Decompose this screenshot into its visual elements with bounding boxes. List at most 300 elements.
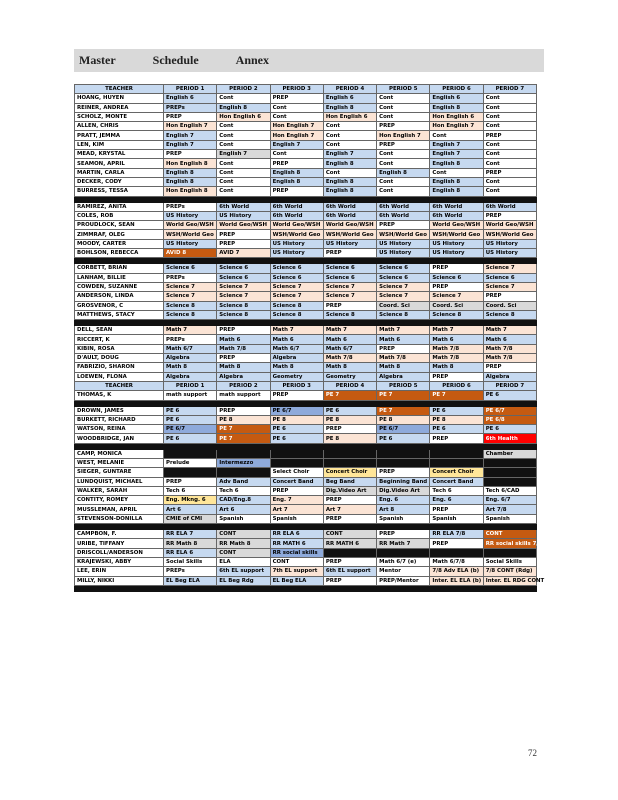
table-row xyxy=(75,94,537,103)
teacher-name-cell: KRAJEWSKI, ABBY xyxy=(75,557,164,566)
period-cell: Math 6/7 xyxy=(164,344,217,353)
period-cell: Inter. EL ELA (b) xyxy=(430,576,483,585)
table-row xyxy=(75,486,537,495)
separator-cell xyxy=(483,585,536,591)
period-cell: PREP xyxy=(270,486,323,495)
period-cell: English 8 xyxy=(377,168,430,177)
period-cell: RR ELA 7/8 xyxy=(430,530,483,539)
period-cell: English 7 xyxy=(430,150,483,159)
period-cell: Cont xyxy=(270,150,323,159)
column-header: PERIOD 1 xyxy=(164,85,217,94)
table-row xyxy=(75,202,537,211)
teacher-name-cell: THOMAS, K xyxy=(75,391,164,400)
period-cell: PREP xyxy=(270,159,323,168)
period-cell: Math 7/8 xyxy=(377,354,430,363)
period-cell: PREP xyxy=(164,477,217,486)
teacher-name-cell: FABRIZIO, SHARON xyxy=(75,363,164,372)
separator-cell xyxy=(164,585,217,591)
period-cell: Hon English 8 xyxy=(164,159,217,168)
period-cell: US History xyxy=(377,249,430,258)
period-cell: Science 7 xyxy=(483,264,536,273)
period-cell: Tech 6 xyxy=(430,486,483,495)
period-cell: Inter. EL RDG CONT xyxy=(483,576,536,585)
period-cell: 6th World xyxy=(483,202,536,211)
table-row xyxy=(75,159,537,168)
period-cell: Coord. Sci xyxy=(483,301,536,310)
period-cell: PE 6 xyxy=(164,406,217,415)
period-cell: Science 7 xyxy=(270,292,323,301)
period-cell: AVID 8 xyxy=(164,249,217,258)
teacher-name-cell: SCHOLZ, MONTE xyxy=(75,112,164,121)
period-cell: English 8 xyxy=(217,103,270,112)
period-cell xyxy=(164,468,217,477)
teacher-name-cell: PRATT, JEMMA xyxy=(75,131,164,140)
period-cell: Science 8 xyxy=(164,310,217,319)
teacher-name-cell: PROUDLOCK, SEAN xyxy=(75,221,164,230)
period-cell: 6th World xyxy=(270,211,323,220)
period-cell: Cont xyxy=(377,94,430,103)
column-header: PERIOD 2 xyxy=(217,85,270,94)
period-cell: English 7 xyxy=(217,150,270,159)
period-cell: PREP xyxy=(430,539,483,548)
period-cell: Spanish xyxy=(270,514,323,523)
period-cell: CONT xyxy=(323,530,376,539)
table-row xyxy=(75,140,537,149)
period-cell: 7/8 Adv ELA (b) xyxy=(430,567,483,576)
period-cell: Algebra xyxy=(217,372,270,381)
period-cell: English 7 xyxy=(430,140,483,149)
period-cell: PREP xyxy=(217,230,270,239)
period-cell: Eng. 6 xyxy=(430,496,483,505)
period-cell: PREP xyxy=(217,326,270,335)
period-cell: English 8 xyxy=(270,177,323,186)
table-row xyxy=(75,576,537,585)
teacher-name-cell: LOEWEN, FLONA xyxy=(75,372,164,381)
period-cell: Science 8 xyxy=(430,310,483,319)
period-cell: 6th World xyxy=(270,202,323,211)
period-cell: PE 8 xyxy=(270,415,323,424)
period-cell: Cont xyxy=(270,112,323,121)
period-cell: Math 7/8 xyxy=(483,354,536,363)
teacher-name-cell: RICCERT, K xyxy=(75,335,164,344)
table-row xyxy=(75,187,537,196)
period-cell: Science 8 xyxy=(323,310,376,319)
period-cell: Select Choir xyxy=(270,468,323,477)
table-row xyxy=(75,292,537,301)
period-cell: Cont xyxy=(217,131,270,140)
table-row xyxy=(75,177,537,186)
header-title-master: Master xyxy=(79,53,116,67)
table-row xyxy=(75,449,537,458)
period-cell: Eng. 6/7 xyxy=(483,496,536,505)
period-cell: Cont xyxy=(217,140,270,149)
period-cell: WSH/World Geo xyxy=(270,230,323,239)
period-cell: English 7 xyxy=(164,131,217,140)
teacher-name-cell: WOODBRIDGE, JAN xyxy=(75,434,164,443)
period-cell: Math 7/8 xyxy=(430,344,483,353)
period-cell: Algebra xyxy=(164,372,217,381)
teacher-name-cell: WEST, MELANIE xyxy=(75,458,164,467)
period-cell: 6th World xyxy=(377,202,430,211)
period-cell: WSH/World Geo xyxy=(377,230,430,239)
period-cell: PREPs xyxy=(164,103,217,112)
period-cell: PREP xyxy=(483,363,536,372)
period-cell: Math 7/8 xyxy=(430,354,483,363)
period-cell: Science 6 xyxy=(270,264,323,273)
period-cell: Math 7 xyxy=(323,326,376,335)
period-cell: World Geo/WSH xyxy=(430,221,483,230)
period-cell: Science 8 xyxy=(217,310,270,319)
period-cell: PE 7 xyxy=(377,406,430,415)
table-row xyxy=(75,239,537,248)
period-cell: RR Math 8 xyxy=(164,539,217,548)
period-cell: PREP xyxy=(430,434,483,443)
column-header: PERIOD 4 xyxy=(323,85,376,94)
period-cell: 6th World xyxy=(430,202,483,211)
table-header-row xyxy=(75,85,537,94)
period-cell: PREP xyxy=(483,292,536,301)
teacher-name-cell: ANDERSON, LINDA xyxy=(75,292,164,301)
period-cell: Math 6 xyxy=(483,335,536,344)
period-cell: RR MATH 6 xyxy=(323,539,376,548)
period-cell xyxy=(430,548,483,557)
period-cell: PE 8 xyxy=(323,415,376,424)
table-row xyxy=(75,505,537,514)
period-cell: Spanish xyxy=(217,514,270,523)
teacher-name-cell: SIEGER, GUNTARE xyxy=(75,468,164,477)
teacher-name-cell: REINER, ANDREA xyxy=(75,103,164,112)
period-cell: Hon English 7 xyxy=(377,131,430,140)
period-cell: Math 7 xyxy=(164,326,217,335)
separator-cell xyxy=(430,585,483,591)
teacher-name-cell: BURKETT, RICHARD xyxy=(75,415,164,424)
period-cell: EL Beg ELA xyxy=(270,576,323,585)
period-cell: Art 6 xyxy=(164,505,217,514)
period-cell: Science 7 xyxy=(430,292,483,301)
period-cell: Hon English 7 xyxy=(430,122,483,131)
period-cell: Cont xyxy=(483,177,536,186)
teacher-name-cell: BURRESS, TESSA xyxy=(75,187,164,196)
period-cell: RR ELA 6 xyxy=(270,530,323,539)
table-row xyxy=(75,344,537,353)
period-cell: Beginning Band xyxy=(377,477,430,486)
period-cell: ELA xyxy=(217,557,270,566)
period-cell: RR ELA 7 xyxy=(164,530,217,539)
column-header: PERIOD 7 xyxy=(483,381,536,390)
period-cell: Cont xyxy=(483,140,536,149)
period-cell: Algebra xyxy=(377,372,430,381)
period-cell: Chamber xyxy=(483,449,536,458)
period-cell: Science 7 xyxy=(377,292,430,301)
period-cell: PE 7 xyxy=(323,391,376,400)
period-cell: Science 8 xyxy=(483,310,536,319)
column-header: PERIOD 7 xyxy=(483,85,536,94)
period-cell: Science 6 xyxy=(430,273,483,282)
period-cell xyxy=(323,458,376,467)
period-cell: PREP xyxy=(323,249,376,258)
column-header: PERIOD 6 xyxy=(430,381,483,390)
period-cell: RR social skills xyxy=(270,548,323,557)
period-cell: PREP xyxy=(217,406,270,415)
period-cell: PREP xyxy=(270,187,323,196)
table-row xyxy=(75,112,537,121)
period-cell: Math 8 xyxy=(323,363,376,372)
period-cell: Cont xyxy=(430,131,483,140)
period-cell xyxy=(270,458,323,467)
period-cell: Cont xyxy=(323,140,376,149)
period-cell: Math 7/8 xyxy=(483,344,536,353)
period-cell: Math 7 xyxy=(270,326,323,335)
period-cell: PREP xyxy=(164,150,217,159)
period-cell: 6th EL support xyxy=(323,567,376,576)
table-row xyxy=(75,363,537,372)
period-cell: Science 7 xyxy=(164,292,217,301)
column-header: PERIOD 5 xyxy=(377,85,430,94)
period-cell: Cont xyxy=(483,187,536,196)
period-cell: Science 6 xyxy=(217,273,270,282)
period-cell: 6th World xyxy=(323,211,376,220)
teacher-name-cell: WATSON, REINA xyxy=(75,425,164,434)
period-cell: PE 6 xyxy=(377,434,430,443)
period-cell: Math 8 xyxy=(430,363,483,372)
period-cell: CAD/Eng.8 xyxy=(217,496,270,505)
period-cell: Science 8 xyxy=(270,310,323,319)
period-cell: English 8 xyxy=(323,177,376,186)
period-cell: WSH/World Geo xyxy=(430,230,483,239)
teacher-name-cell: HOANG, HUYEN xyxy=(75,94,164,103)
period-cell: WSH/World Geo xyxy=(483,230,536,239)
period-cell: WSH/World Geo xyxy=(323,230,376,239)
period-cell: Cont xyxy=(483,94,536,103)
table-row xyxy=(75,415,537,424)
period-cell: Math 6 xyxy=(377,335,430,344)
table-row xyxy=(75,335,537,344)
period-cell: PE 6/7 xyxy=(377,425,430,434)
period-cell: US History xyxy=(217,211,270,220)
period-cell: PREP xyxy=(430,505,483,514)
period-cell: WSH/World Geo xyxy=(164,230,217,239)
teacher-name-cell: CORBETT, BRIAN xyxy=(75,264,164,273)
period-cell: PE 6 xyxy=(270,434,323,443)
column-header: TEACHER xyxy=(75,85,164,94)
period-cell: Science 8 xyxy=(164,301,217,310)
period-cell: Eng. Mkng. 6 xyxy=(164,496,217,505)
period-cell: Cont xyxy=(483,112,536,121)
teacher-name-cell: BOHLSON, REBECCA xyxy=(75,249,164,258)
period-cell: Cont xyxy=(217,159,270,168)
period-cell: math support xyxy=(164,391,217,400)
period-cell: PREPs xyxy=(164,567,217,576)
period-cell: PE 8 xyxy=(217,415,270,424)
period-cell: Prelude xyxy=(164,458,217,467)
table-row xyxy=(75,372,537,381)
table-row xyxy=(75,264,537,273)
period-cell: English 8 xyxy=(323,187,376,196)
column-header: TEACHER xyxy=(75,381,164,390)
table-row xyxy=(75,458,537,467)
period-cell: Eng. 6 xyxy=(377,496,430,505)
period-cell: PREP xyxy=(377,140,430,149)
period-cell: US History xyxy=(270,249,323,258)
period-cell: English 6 xyxy=(164,94,217,103)
period-cell: Hon English 8 xyxy=(164,187,217,196)
period-cell: PREP xyxy=(430,282,483,291)
table-row xyxy=(75,131,537,140)
period-cell: US History xyxy=(430,239,483,248)
teacher-name-cell: URIBE, TIFFANY xyxy=(75,539,164,548)
period-cell: RR social skills 7/8 xyxy=(483,539,536,548)
period-cell: Social Skills xyxy=(164,557,217,566)
period-cell: PE 6 xyxy=(270,425,323,434)
period-cell: 6th World xyxy=(430,211,483,220)
period-cell: Art 7/8 xyxy=(483,505,536,514)
period-cell: Cont xyxy=(377,112,430,121)
teacher-name-cell: D'AULT, DOUG xyxy=(75,354,164,363)
page-number: 72 xyxy=(528,748,537,758)
period-cell: PE 6 xyxy=(323,406,376,415)
period-cell: 7th EL support xyxy=(270,567,323,576)
teacher-name-cell: WALKER, SARAH xyxy=(75,486,164,495)
period-cell: 7/8 CONT (Rdg) xyxy=(483,567,536,576)
column-header: PERIOD 5 xyxy=(377,381,430,390)
period-cell: 6th EL support xyxy=(217,567,270,576)
period-cell: US History xyxy=(323,239,376,248)
period-cell: Intermezzo xyxy=(217,458,270,467)
period-cell: English 8 xyxy=(164,168,217,177)
table-row xyxy=(75,301,537,310)
period-cell: US History xyxy=(483,249,536,258)
period-cell: PE 7 xyxy=(217,434,270,443)
period-cell: English 6 xyxy=(323,94,376,103)
period-cell: English 8 xyxy=(430,159,483,168)
period-cell: Math 6 xyxy=(430,335,483,344)
table-row xyxy=(75,211,537,220)
period-cell: CONT xyxy=(483,530,536,539)
header-title-schedule: Schedule xyxy=(152,53,199,67)
period-cell: Spanish xyxy=(483,514,536,523)
period-cell: PE 8 xyxy=(430,415,483,424)
teacher-name-cell: MATTHEWS, STACY xyxy=(75,310,164,319)
separator-cell xyxy=(377,585,430,591)
period-cell: Science 6 xyxy=(483,273,536,282)
period-cell: Geometry xyxy=(270,372,323,381)
period-cell: Dig.Video Art xyxy=(323,486,376,495)
table-row xyxy=(75,567,537,576)
period-cell: Science 7 xyxy=(217,282,270,291)
period-cell xyxy=(323,449,376,458)
period-cell: Hon English 7 xyxy=(270,122,323,131)
period-cell: Science 8 xyxy=(270,301,323,310)
period-cell: Geometry xyxy=(323,372,376,381)
table-row xyxy=(75,354,537,363)
period-cell: Tech 6 xyxy=(164,486,217,495)
teacher-name-cell: MARTIN, CARLA xyxy=(75,168,164,177)
period-cell: Adv Band xyxy=(217,477,270,486)
teacher-name-cell: CAMPBON, F. xyxy=(75,530,164,539)
period-cell: Art 7 xyxy=(323,505,376,514)
separator-cell xyxy=(217,585,270,591)
period-cell: PREP xyxy=(430,264,483,273)
period-cell: World Geo/WSH xyxy=(164,221,217,230)
period-cell: Science 6 xyxy=(164,264,217,273)
period-cell: Science 7 xyxy=(217,292,270,301)
period-cell: PE 6/7 xyxy=(164,425,217,434)
period-cell: Algebra xyxy=(164,354,217,363)
period-cell: Math 8 xyxy=(270,363,323,372)
table-row xyxy=(75,391,537,400)
period-cell: PREP xyxy=(483,131,536,140)
period-cell: Dig.Video Art xyxy=(377,486,430,495)
period-cell xyxy=(377,548,430,557)
table-row xyxy=(75,477,537,486)
period-cell: Hon English 6 xyxy=(430,112,483,121)
teacher-name-cell: COWDEN, SUZANNE xyxy=(75,282,164,291)
teacher-name-cell: LUNDQUIST, MICHAEL xyxy=(75,477,164,486)
period-cell: Algebra xyxy=(270,354,323,363)
period-cell: PREP xyxy=(377,344,430,353)
table-row xyxy=(75,406,537,415)
period-cell: Cont xyxy=(217,168,270,177)
teacher-name-cell: ZIMMRAF, OLEG xyxy=(75,230,164,239)
period-cell: Mentor xyxy=(377,567,430,576)
period-cell: Cont xyxy=(323,168,376,177)
period-cell xyxy=(217,468,270,477)
teacher-name-cell: LEE, ERIN xyxy=(75,567,164,576)
column-header: PERIOD 4 xyxy=(323,381,376,390)
teacher-name-cell: DELL, SEAN xyxy=(75,326,164,335)
period-cell xyxy=(483,468,536,477)
period-cell: Math 8 xyxy=(377,363,430,372)
period-cell: Science 6 xyxy=(377,273,430,282)
period-cell: Cont xyxy=(377,177,430,186)
table-row xyxy=(75,548,537,557)
teacher-name-cell: CONTITY, ROMEY xyxy=(75,496,164,505)
period-cell: English 8 xyxy=(430,103,483,112)
period-cell: RR MATH 6 xyxy=(270,539,323,548)
teacher-name-cell: LEN, KIM xyxy=(75,140,164,149)
period-cell: PREP xyxy=(323,301,376,310)
period-cell xyxy=(483,458,536,467)
period-cell: 6th Health xyxy=(483,434,536,443)
period-cell: US History xyxy=(483,239,536,248)
period-cell: Math 6/7 xyxy=(270,344,323,353)
table-row xyxy=(75,434,537,443)
period-cell: Science 7 xyxy=(377,282,430,291)
teacher-name-cell: MEAD, KRYSTAL xyxy=(75,150,164,159)
period-cell: CMIE of CMI xyxy=(164,514,217,523)
teacher-name-cell: MUSSLEMAN, APRIL xyxy=(75,505,164,514)
period-cell: Math 7/8 xyxy=(217,344,270,353)
period-cell: 6th World xyxy=(323,202,376,211)
period-cell: PREP/Mentor xyxy=(377,576,430,585)
period-cell: Algebra xyxy=(483,372,536,381)
period-cell xyxy=(430,458,483,467)
period-cell: Social Skills xyxy=(483,557,536,566)
period-cell: World Geo/WSH xyxy=(217,221,270,230)
period-cell: PREP xyxy=(377,468,430,477)
table-row xyxy=(75,557,537,566)
period-cell: Cont xyxy=(270,103,323,112)
period-cell: PE 7 xyxy=(430,391,483,400)
period-cell: Eng. 7 xyxy=(270,496,323,505)
period-cell: Hon English 6 xyxy=(217,112,270,121)
period-cell: CONT xyxy=(217,530,270,539)
period-cell: Science 7 xyxy=(164,282,217,291)
teacher-name-cell: MOODY, CARTER xyxy=(75,239,164,248)
column-header: PERIOD 6 xyxy=(430,85,483,94)
period-cell: PREP xyxy=(217,239,270,248)
period-cell: Cont xyxy=(483,103,536,112)
